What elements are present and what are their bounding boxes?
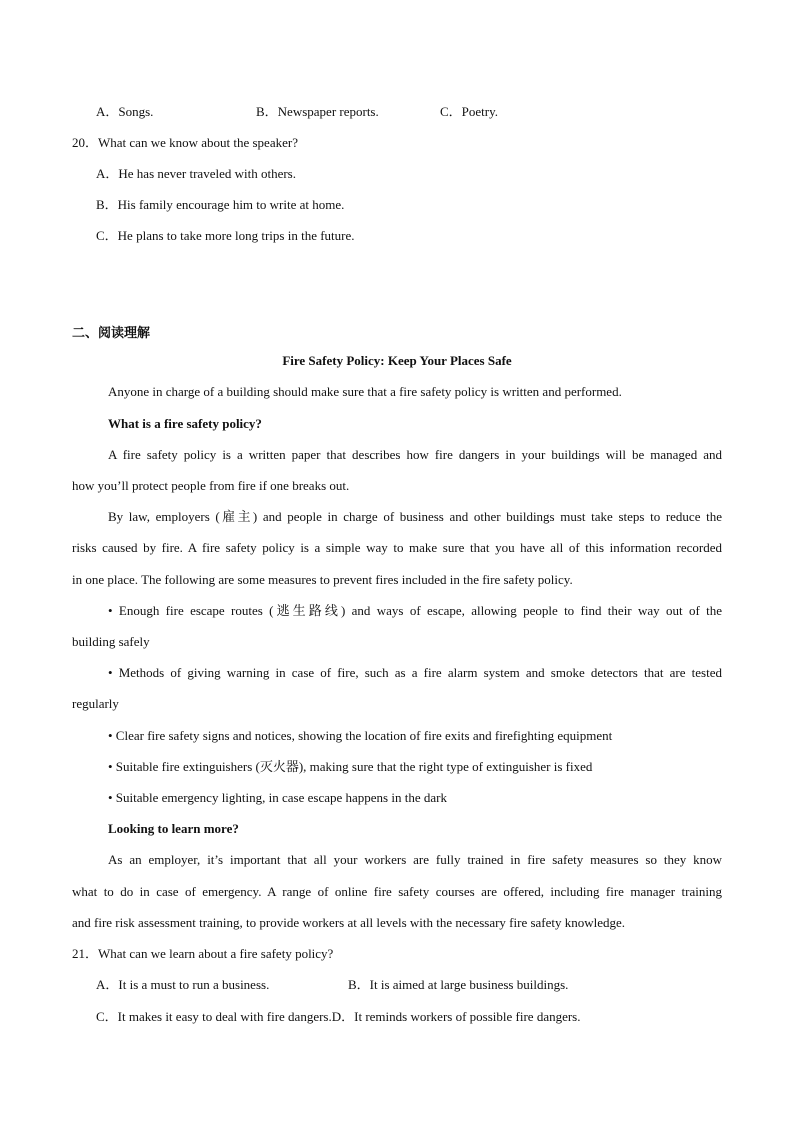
q21-option-a: A．It is a must to run a business.	[96, 977, 270, 992]
bullet-1-line-2: building safely	[72, 634, 150, 649]
bullet-2-line-1: • Methods of giving warning in case of fire, such as a fire alarm system and smoke detectors that are tested	[108, 665, 722, 680]
paragraph-3-line-2: risks caused by fire. A fire safety policy is a simple way to make sure that you have all of this information recorded	[72, 540, 722, 555]
bullet-3: • Clear fire safety signs and notices, showing the location of fire exits and firefighting equipment	[108, 728, 613, 743]
q20-question: 20．What can we know about the speaker?	[72, 135, 298, 150]
subheading-what-is: What is a fire safety policy?	[108, 416, 262, 431]
q21-option-b: B．It is aimed at large business buildings.	[348, 977, 569, 992]
q21-question: 21．What can we learn about a fire safety policy?	[72, 946, 334, 961]
q20-option-a: A．He has never traveled with others.	[96, 166, 296, 181]
bullet-1-line-1: • Enough fire escape routes (逃生路线) and ways of escape, allowing people to find their way out of the	[108, 603, 722, 618]
q19-option-c: C．Poetry.	[440, 104, 499, 119]
paragraph-4-line-1: As an employer, it’s important that all your workers are fully trained in fire safety measures so they know	[108, 852, 722, 867]
bullet-2-line-2: regularly	[72, 696, 119, 711]
bullet-4: • Suitable fire extinguishers (灭火器), making sure that the right type of extinguisher is fixed	[108, 759, 593, 774]
paragraph-4-line-2: what to do in case of emergency. A range of online fire safety courses are offered, including fire manager training	[72, 884, 722, 899]
paragraph-2-line-1: A fire safety policy is a written paper that describes how fire dangers in your buildings will be managed and	[108, 447, 722, 462]
q19-option-b: B．Newspaper reports.	[256, 104, 379, 119]
q20-option-c: C．He plans to take more long trips in the future.	[96, 228, 355, 243]
paragraph-1: Anyone in charge of a building should make sure that a fire safety policy is written and performed.	[108, 384, 622, 399]
bullet-5: • Suitable emergency lighting, in case escape happens in the dark	[108, 790, 447, 805]
paragraph-4-line-3: and fire risk assessment training, to provide workers at all levels with the necessary fire safety knowledge.	[72, 915, 626, 930]
section-heading: 二、阅读理解	[72, 326, 151, 341]
subheading-learn-more: Looking to learn more?	[108, 821, 239, 836]
paragraph-2-line-2: how you’ll protect people from fire if one breaks out.	[72, 478, 350, 493]
q19-option-a: A．Songs.	[96, 104, 154, 119]
paragraph-3-line-1: By law, employers (雇主) and people in charge of business and other buildings must take steps to reduce the	[108, 509, 722, 524]
q20-option-b: B．His family encourage him to write at home.	[96, 197, 345, 212]
q21-option-c: C．It makes it easy to deal with fire dangers.	[96, 1009, 332, 1024]
q21-options-row-2	[96, 1007, 722, 1027]
passage-title: Fire Safety Policy: Keep Your Places Safe	[282, 353, 512, 368]
paragraph-3-line-3: in one place. The following are some measures to prevent fires included in the fire safety policy.	[72, 572, 573, 587]
q21-option-d: D．It reminds workers of possible fire dangers.	[331, 1009, 581, 1024]
